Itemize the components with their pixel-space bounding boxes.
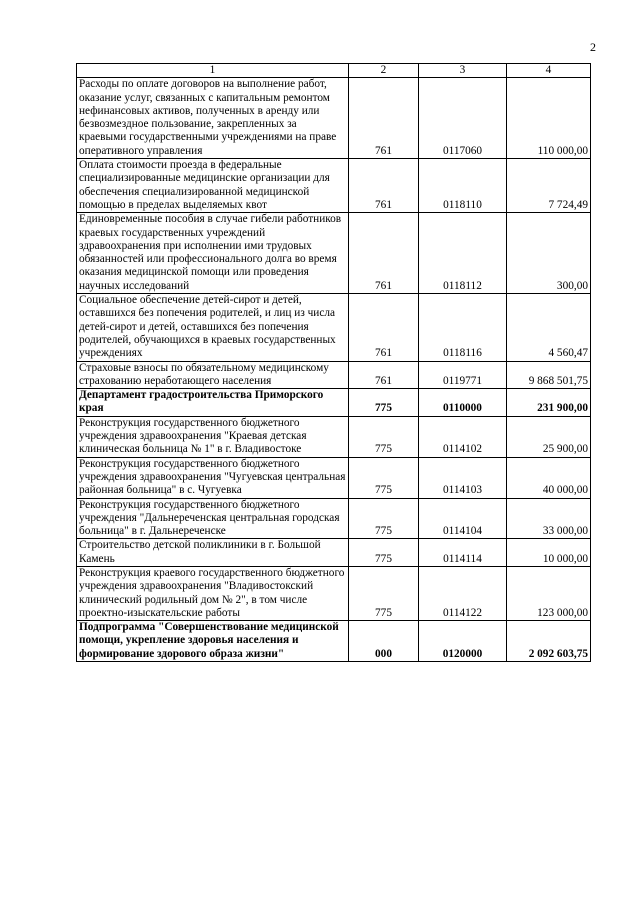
row-target-article-cell: 0119771	[419, 361, 507, 389]
row-name-cell: Страховые взносы по обязательному медицинскому страхованию неработающего населения	[77, 361, 349, 389]
row-name-cell: Единовременные пособия в случае гибели работников краевых государственных учреждений здравоохранения при исполнении ими трудовых обязанностей или профессионального долга во время оказания медицинской помощи или проведения научных исследований	[77, 213, 349, 294]
row-target-article-cell: 0114114	[419, 539, 507, 567]
row-amount-cell: 9 868 501,75	[507, 361, 591, 389]
table-row	[77, 621, 591, 662]
row-target-article-cell: 0120000	[419, 621, 507, 662]
row-target-article-cell: 0110000	[419, 389, 507, 417]
table-row	[77, 361, 591, 389]
table-row	[77, 416, 591, 457]
header-col-3: 3	[419, 64, 507, 78]
row-target-article-cell: 0118112	[419, 213, 507, 294]
row-department-code-cell: 775	[349, 498, 419, 539]
row-amount-cell: 123 000,00	[507, 566, 591, 620]
page-number: 2	[590, 40, 596, 54]
row-target-article-cell: 0114103	[419, 457, 507, 498]
row-amount-cell: 10 000,00	[507, 539, 591, 567]
row-department-code-cell: 775	[349, 416, 419, 457]
row-name-cell: Оплата стоимости проезда в федеральные специализированные медицинские организации для обеспечения специализированной медицинской помощью в пределах выделяемых квот	[77, 159, 349, 213]
row-amount-cell: 231 900,00	[507, 389, 591, 417]
table-row	[77, 457, 591, 498]
row-amount-cell: 25 900,00	[507, 416, 591, 457]
row-name-cell: Реконструкция государственного бюджетного учреждения здравоохранения "Чугуевская центральная районная больница" в с. Чугуевка	[77, 457, 349, 498]
row-name-cell: Расходы по оплате договоров на выполнение работ, оказание услуг, связанных с капитальным ремонтом нефинансовых активов, полученных в аренду или безвозмездное пользование, закрепленных за краевыми государственными учреждениями на праве оперативного управления	[77, 78, 349, 159]
row-department-code-cell: 775	[349, 389, 419, 417]
row-target-article-cell: 0118116	[419, 294, 507, 361]
table-row	[77, 294, 591, 361]
row-target-article-cell: 0118110	[419, 159, 507, 213]
header-col-2: 2	[349, 64, 419, 78]
row-name-cell: Социальное обеспечение детей-сирот и детей, оставшихся без попечения родителей, и лиц из числа детей-сирот и детей, оставшихся без попечения родителей, обучающихся в краевых государственных учреждениях	[77, 294, 349, 361]
row-department-code-cell: 775	[349, 539, 419, 567]
row-target-article-cell: 0114122	[419, 566, 507, 620]
row-name-cell: Реконструкция государственного бюджетного учреждения здравоохранения "Краевая детская клиническая больница № 1" в г. Владивостоке	[77, 416, 349, 457]
row-name-cell: Реконструкция государственного бюджетного учреждения "Дальнереченская центральная городская больница" в г. Дальнереченске	[77, 498, 349, 539]
row-name-cell: Реконструкция краевого государственного бюджетного учреждения здравоохранения "Владивостокский клинический родильный дом № 2", в том числе проектно-изыскательские работы	[77, 566, 349, 620]
header-col-4: 4	[507, 64, 591, 78]
row-department-code-cell: 000	[349, 621, 419, 662]
table-row	[77, 566, 591, 620]
table-header-row	[77, 64, 591, 78]
row-amount-cell: 40 000,00	[507, 457, 591, 498]
table-row	[77, 389, 591, 417]
row-name-cell: Департамент градостроительства Приморского края	[77, 389, 349, 417]
header-col-1: 1	[77, 64, 349, 78]
row-target-article-cell: 0114102	[419, 416, 507, 457]
row-department-code-cell: 761	[349, 78, 419, 159]
budget-table	[76, 63, 591, 662]
row-amount-cell: 110 000,00	[507, 78, 591, 159]
table-row	[77, 498, 591, 539]
row-department-code-cell: 775	[349, 566, 419, 620]
row-amount-cell: 33 000,00	[507, 498, 591, 539]
row-amount-cell: 4 560,47	[507, 294, 591, 361]
table-row	[77, 213, 591, 294]
row-name-cell: Строительство детской поликлиники в г. Большой Камень	[77, 539, 349, 567]
row-amount-cell: 300,00	[507, 213, 591, 294]
row-department-code-cell: 761	[349, 159, 419, 213]
row-amount-cell: 7 724,49	[507, 159, 591, 213]
table-row	[77, 78, 591, 159]
row-department-code-cell: 775	[349, 457, 419, 498]
row-department-code-cell: 761	[349, 361, 419, 389]
row-amount-cell: 2 092 603,75	[507, 621, 591, 662]
row-target-article-cell: 0114104	[419, 498, 507, 539]
row-department-code-cell: 761	[349, 294, 419, 361]
table-row	[77, 539, 591, 567]
row-name-cell: Подпрограмма "Совершенствование медицинской помощи, укрепление здоровья населения и формирование здорового образа жизни"	[77, 621, 349, 662]
row-department-code-cell: 761	[349, 213, 419, 294]
row-target-article-cell: 0117060	[419, 78, 507, 159]
table-row	[77, 159, 591, 213]
